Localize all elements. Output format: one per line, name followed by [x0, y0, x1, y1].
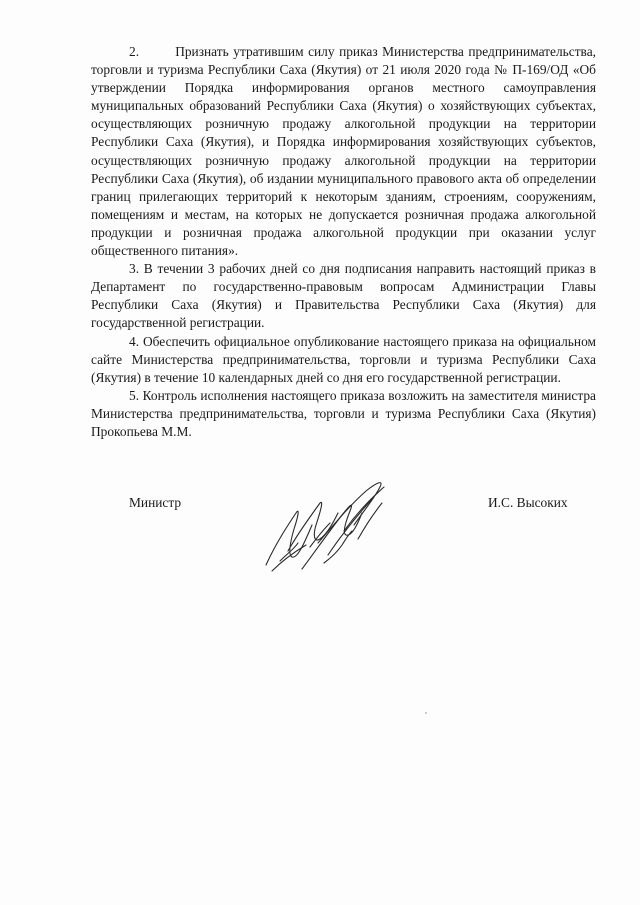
signatory-name: И.С. Высоких — [488, 495, 568, 510]
document-body — [91, 43, 596, 441]
paragraph-item-3: 3. В течении 3 рабочих дней со дня подписания направить настоящий приказ в Департамент по государственно-правовым вопросам Администрации Главы Республики Саха (Якутия) и Правительства Республики Саха (Якутия) для государственной регистрации. — [91, 261, 596, 331]
handwritten-signature — [258, 473, 408, 583]
paragraph-item-5: 5. Контроль исполнения настоящего приказа возложить на заместителя министра Министерства предпринимательства, торговли и туризма Республики Саха (Якутия) Прокопьева М.М. — [91, 387, 596, 439]
paragraph-item-2: 2. Признать утратившим силу приказ Министерства предпринимательства, торговли и туризма Республики Саха (Якутия) от 21 июля 2020 года № П-169/ОД «Об утверждении Порядка информирования органов местного самоуправления муниципальных образований Республики Саха (Якутия) о хозяйствующих субъектах, осуществляющих розничную продажу алкогольной продукции на территории Республики Саха (Якутия), и Порядка информирования хозяйствующих субъектов, осуществляющих розничную продажу алкогольной продукции на территории Республики Саха (Якутия), об издании муниципального правового акта об определении границ прилегающих территорий к некоторым зданиям, строениям, сооружениям, помещениям и местам, на которых не допускается розничная продажа алкогольной продукции и розничная продажа алкогольной продукции при оказании услуг общественного питания». — [91, 44, 596, 259]
signatory-title: Министр — [129, 495, 182, 510]
paragraph-item-4: 4. Обеспечить официальное опубликование настоящего приказа на официальном сайте Министерства предпринимательства, торговли и туризма Республики Саха (Якутия) в течение 10 календарных дней со дня его государственной регистрации. — [91, 333, 596, 385]
scan-speck — [425, 712, 427, 714]
signature-block — [0, 495, 640, 605]
